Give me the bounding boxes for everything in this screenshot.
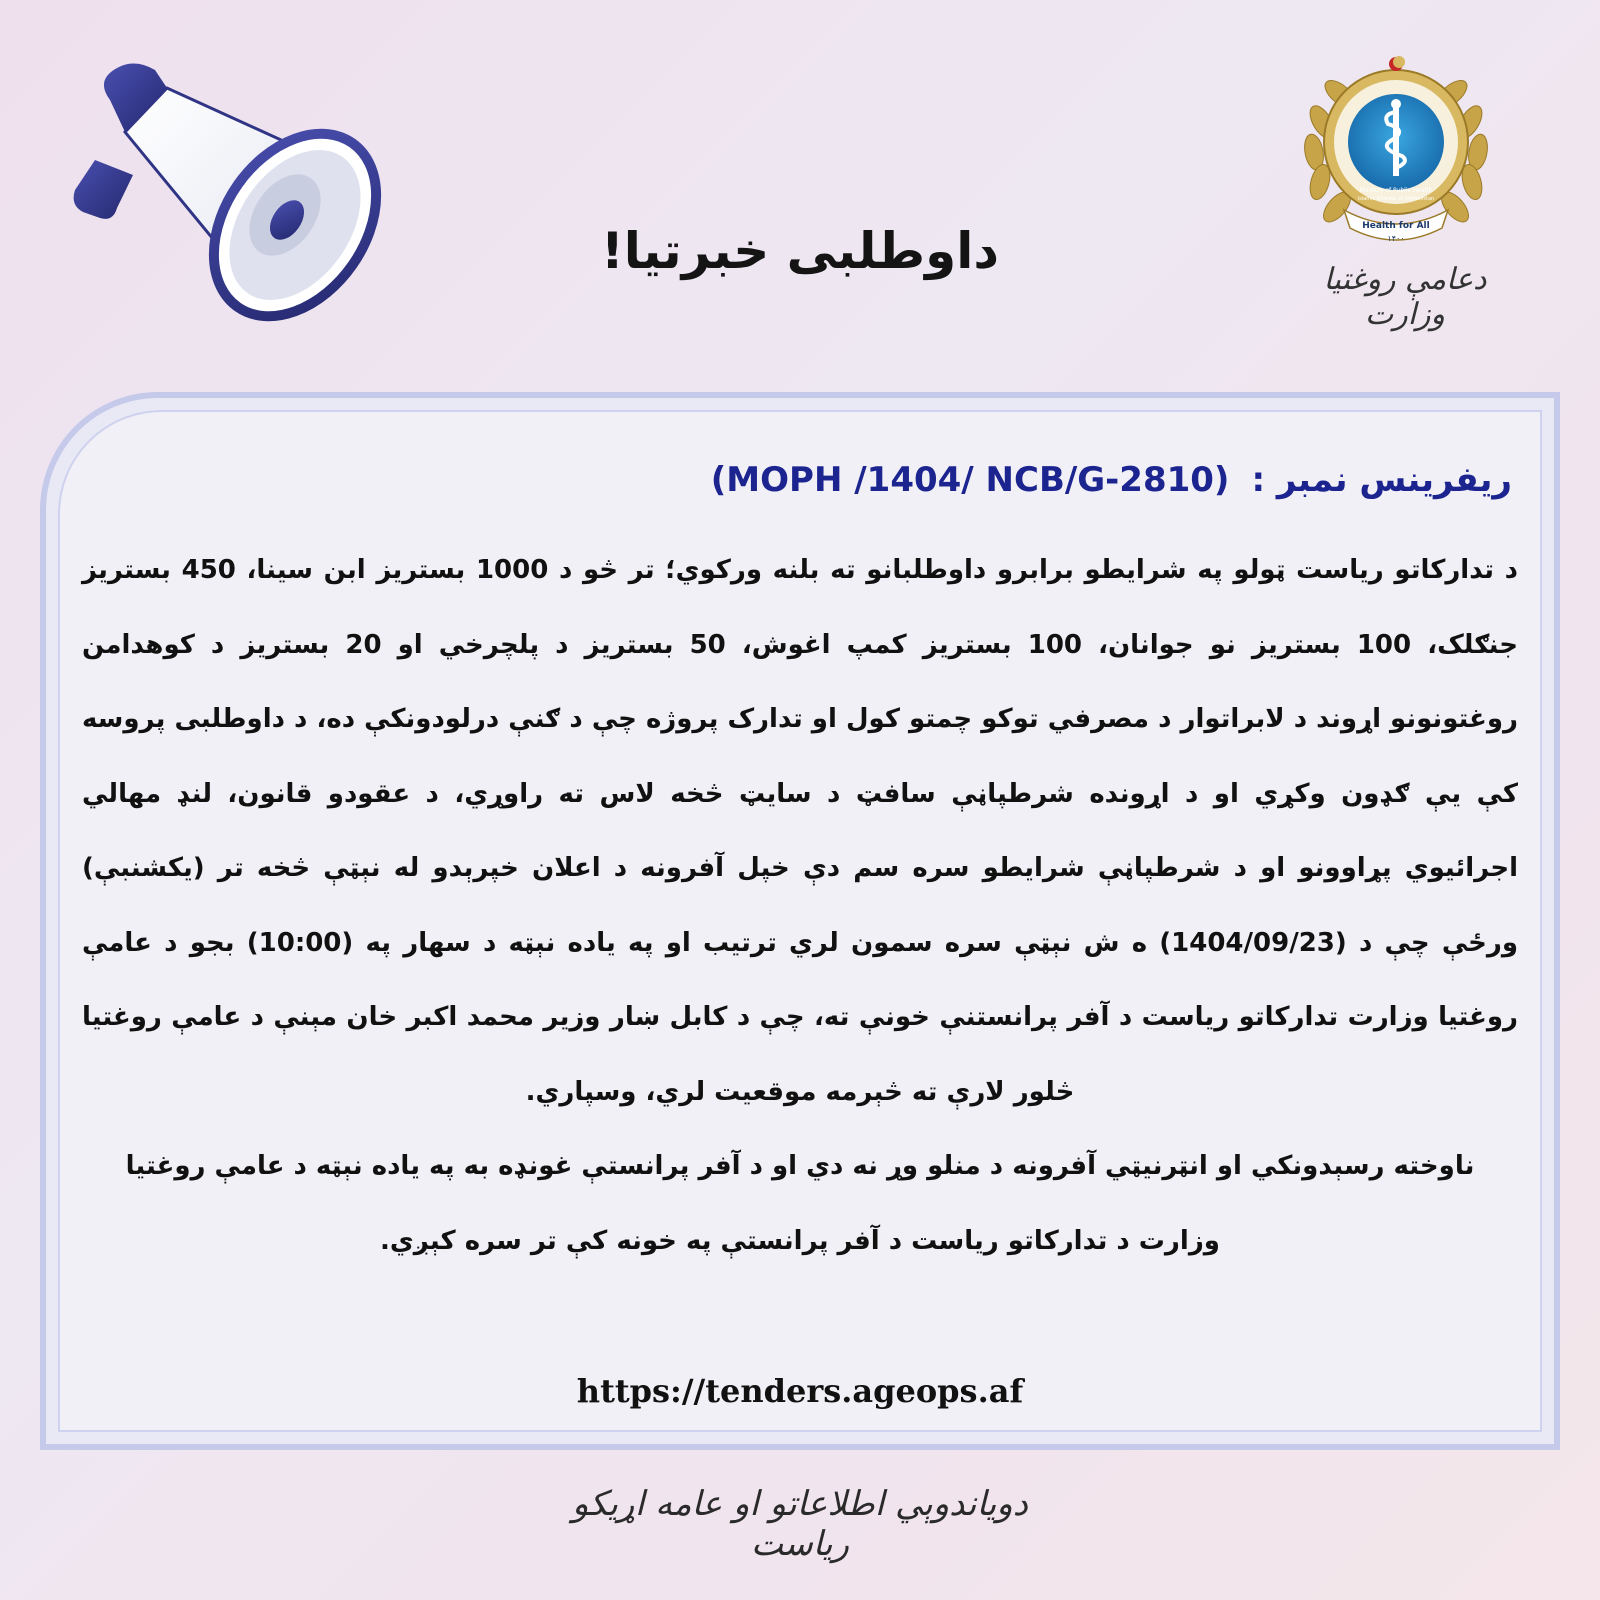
emblem-motto: Health for All — [1362, 221, 1430, 231]
footer-signature: دوياندوېي اطلاعاتو او عامه اړيکو رياست — [572, 1484, 1028, 1564]
tenders-url[interactable]: https://tenders.ageops.af — [576, 1372, 1024, 1410]
emblem-text-en-1: Ministry of Public Health — [1359, 187, 1433, 194]
notice-paragraph-1: د تدارکاتو رياست ټولو په شرايطو برابرو داوطلبانو ته بلنه ورکوي؛ تر څو د 1000 بستريز ابن سينا، 450 بستريز جنګلک، 100 بستريز نو جوانان، 100 بستريز کمپ اغوش، 50 بستريز د پلچرخي او 20 بستريز د کوهدامن روغتونونو اړوند د لابراتوار د مصرفي توکو چمتو کول او تدارک پروژه چې د ګنې درلودونکې ده، د داوطلبی پروسه کې يې ګډون وکړي او د اړونده شرطپاڼې سافټ د سايټ څخه لاس ته راوړي، د عقودو قانون، لنډ مهالي اجرائيوي پړاوونو او د شرطپاڼې شرايطو سره سم دې خپل آفرونه د اعلان خپرېدو له نېټې څخه تر (يکشنبې) ورځې چې د (1404/09/23) ه ش نېټې سره سمون لري ترتيب او په ياده نېټه د سهار په (10:00) بجو د عامې روغتيا وزارت تدارکاتو رياست د آفر پرانستنې خونې ته، چې د کابل ښار وزير محمد اکبر خان مېنې د عامې روغتيا څلور لارې ته څېرمه موقعيت لري، وسپاري. — [82, 555, 1519, 1107]
ministry-emblem-icon — [1292, 42, 1500, 250]
page-title: داوطلبی خبرتیا! — [600, 222, 1000, 280]
notice-paragraph-2: ناوخته رسېدونکي او انټرنيټي آفرونه د منلو وړ نه دي او د آفر پرانستې غونډه به په ياده نېټه د عامې روغتيا وزارت د تدارکاتو رياست د آفر پرانستې په خونه کې تر سره کېږي. — [125, 1151, 1475, 1256]
ministry-signature: دعامې روغتيا وزارت — [1323, 262, 1487, 332]
reference-code: (MOPH /1404/ NCB/G-2810) — [710, 460, 1230, 500]
emblem-text-en-2: Islamic Emirate of Afghanistan — [1357, 196, 1435, 202]
reference-label: ريفرينس نمبر : — [1251, 460, 1512, 500]
notice-body — [82, 533, 1518, 1278]
reference-number — [512, 460, 1512, 500]
megaphone-icon — [55, 40, 385, 330]
emblem-year: ۱۴۰۰ — [1387, 234, 1405, 243]
